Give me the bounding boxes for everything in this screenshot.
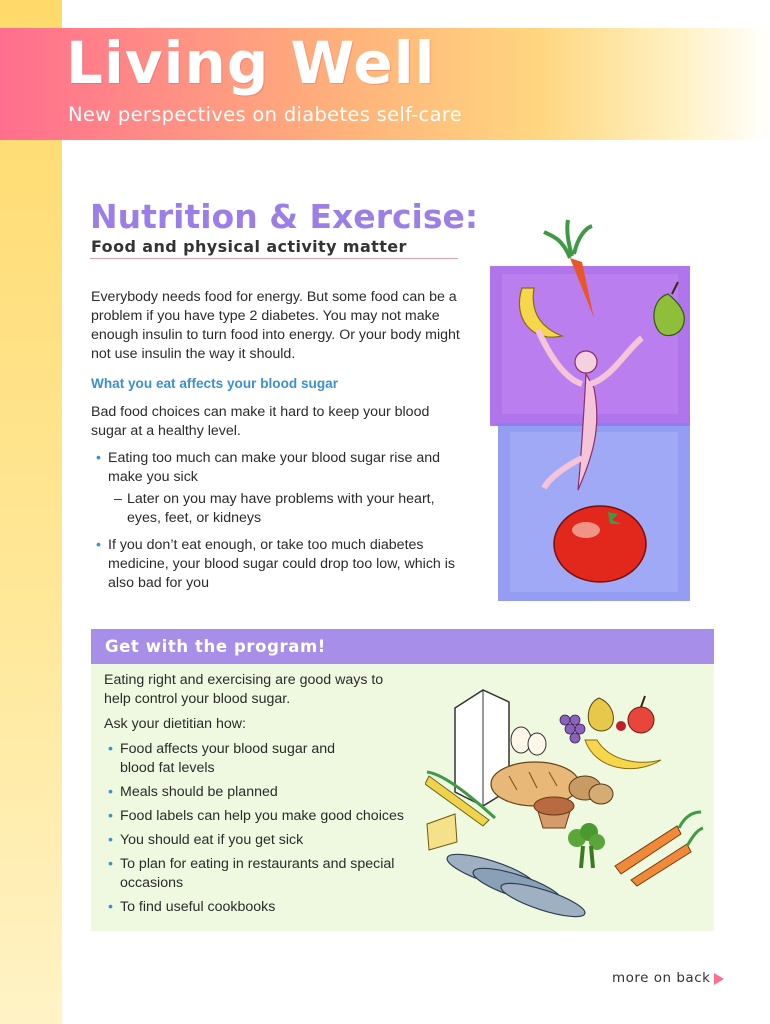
list-item: • Food affects your blood sugar and blood fat levels xyxy=(108,741,336,776)
food-group-illustration xyxy=(425,680,705,920)
program-ask: Ask your dietitian how: xyxy=(104,716,246,732)
dash-icon: – xyxy=(114,491,122,507)
potato-icon xyxy=(569,776,613,804)
juggler-illustration xyxy=(482,218,694,604)
bad-choices-paragraph: Bad food choices can make it hard to keep your blood sugar at a healthy level. xyxy=(91,404,430,439)
sub-bullet-item: – Later on you may have problems with your heart, eyes, feet, or kidneys xyxy=(114,491,435,526)
bullet-list-2 xyxy=(96,536,476,593)
grapes-icon xyxy=(560,715,585,743)
tomato-icon xyxy=(554,506,646,582)
left-accent-bar xyxy=(0,0,62,1024)
program-title: Get with the program! xyxy=(105,637,326,656)
banana-icon xyxy=(585,740,661,769)
list-item: • To find useful cookbooks xyxy=(108,899,276,915)
bullet-icon: • xyxy=(108,808,113,824)
section-subtitle: Food and physical activity matter xyxy=(91,237,407,256)
section-divider xyxy=(90,258,458,259)
intro-paragraph: Everybody needs food for energy. But some food can be a problem if you have type 2 diabetes. You may not make enough insulin to turn food into energy. Or your body might not use insulin the way it should. xyxy=(91,289,460,362)
muffin-icon xyxy=(534,797,574,828)
bullet-icon: • xyxy=(108,899,113,915)
list-item: • Meals should be planned xyxy=(108,784,278,800)
program-header xyxy=(91,629,714,664)
bullet-icon: • xyxy=(108,741,113,757)
broccoli-icon xyxy=(568,823,605,868)
list-item: • You should eat if you get sick xyxy=(108,832,304,848)
bullet-icon: • xyxy=(108,856,113,872)
triangle-right-icon[interactable] xyxy=(713,973,725,985)
list-item: • If you don’t eat enough, or take too much diabetes medicine, your blood sugar could drop too low, which is also bad for you xyxy=(96,537,455,591)
subhead-blood-sugar: What you eat affects your blood sugar xyxy=(91,376,338,391)
more-on-back-link[interactable]: more on back xyxy=(612,970,711,986)
bullet-icon: • xyxy=(96,450,101,466)
fish-icon xyxy=(444,847,588,920)
cheese-icon xyxy=(427,814,457,850)
program-intro: Eating right and exercising are good ways to help control your blood sugar. xyxy=(104,672,384,707)
bullet-icon: • xyxy=(108,784,113,800)
bullet-icon: • xyxy=(108,832,113,848)
section-title: Nutrition & Exercise: xyxy=(90,197,479,236)
bullet-list-1 xyxy=(96,449,476,487)
list-item: • To plan for eating in restaurants and special occasions xyxy=(108,856,395,891)
bullet-icon: • xyxy=(96,537,101,553)
egg-icon xyxy=(511,727,546,755)
carrot-icon xyxy=(615,812,703,886)
publication-subtitle: New perspectives on diabetes self-care xyxy=(68,103,463,126)
program-list xyxy=(108,740,428,922)
list-item: • Food labels can help you make good choices xyxy=(108,808,404,824)
list-item: • Eating too much can make your blood sugar rise and make you sick xyxy=(96,450,441,485)
fruit-icon xyxy=(588,696,654,733)
publication-title: Living Well xyxy=(66,29,436,97)
